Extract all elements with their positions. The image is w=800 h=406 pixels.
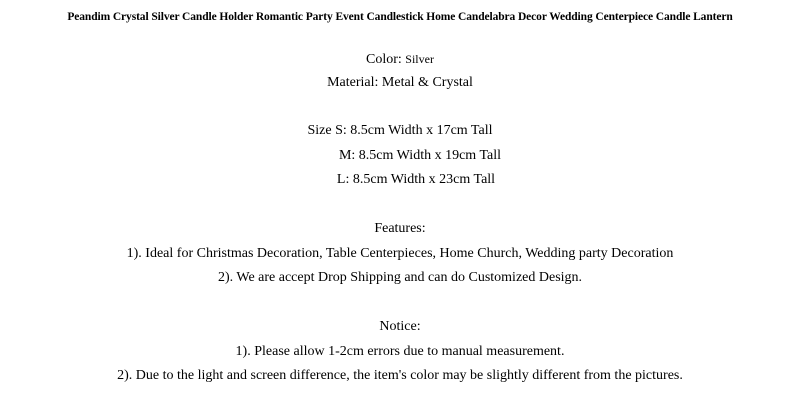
feature-item-1: 1). Ideal for Christmas Decoration, Table Centerpieces, Home Church, Wedding party Decoration [126,246,674,261]
material-line: Material: Metal & Crystal [327,75,473,90]
product-title: Peandim Crystal Silver Candle Holder Romantic Party Event Candlestick Home Candelabra Decor Wedding Centerpiece Candle Lantern [67,11,733,23]
size-l-line: L: 8.5cm Width x 23cm Tall [336,172,496,187]
features-heading: Features: [374,221,426,236]
color-value: Silver [405,52,434,66]
notice-heading: Notice: [379,319,421,334]
notice-item-1: 1). Please allow 1-2cm errors due to manual measurement. [235,344,565,359]
size-s-line: Size S: 8.5cm Width x 17cm Tall [307,123,493,138]
feature-item-2: 2). We are accept Drop Shipping and can do Customized Design. [217,270,583,285]
size-m-line: M: 8.5cm Width x 19cm Tall [338,148,502,163]
color-line [0,51,800,68]
notice-item-2: 2). Due to the light and screen difference, the item's color may be slightly different from the pictures. [117,368,683,383]
color-label: Color: [366,52,406,67]
